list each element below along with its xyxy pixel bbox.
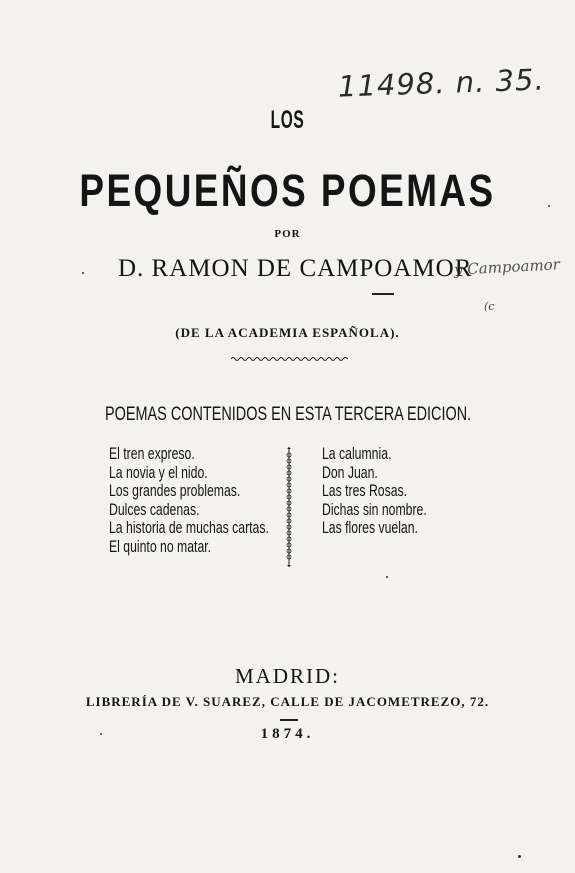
poem-list-left — [109, 445, 331, 556]
imprint-publisher: LIBRERÍA DE V. SUAREZ, CALLE DE JACOMETREZO, 72. — [85, 694, 490, 709]
imprint-year: 1874. — [260, 726, 315, 742]
author-underline — [372, 293, 394, 295]
ink-speck — [82, 272, 84, 274]
title-line-2: PEQUEÑOS POEMAS — [79, 165, 496, 216]
ink-speck — [548, 205, 550, 207]
list-item: El tren expreso. — [109, 444, 195, 463]
handwritten-note-2: (c — [484, 300, 495, 313]
wavy-ornament-rule — [231, 356, 348, 362]
list-item: Las tres Rosas. — [322, 481, 408, 500]
ink-speck — [518, 855, 521, 858]
handwritten-note: y Campoamor — [453, 255, 561, 279]
author-name: D. RAMON DE CAMPOAMOR — [118, 255, 473, 282]
list-item: Los grandes problemas. — [109, 481, 241, 500]
shelfmark-annotation: 11498. n. 35. — [337, 62, 546, 104]
list-item: La historia de muchas cartas. — [109, 518, 269, 537]
list-item: Dichas sin nombre. — [322, 499, 427, 519]
title-line-1: LOS — [270, 106, 305, 134]
ink-speck — [100, 733, 102, 735]
imprint-rule — [280, 719, 298, 721]
list-item: Las flores vuelan. — [322, 518, 418, 537]
poem-list-right — [322, 445, 468, 538]
imprint-place: MADRID: — [234, 664, 340, 688]
list-item: Dulces cadenas. — [109, 499, 200, 519]
academy-affiliation: (DE LA ACADEMIA ESPAÑOLA). — [175, 325, 400, 340]
list-item: El quinto no matar. — [109, 536, 212, 556]
list-item: La calumnia. — [322, 444, 392, 463]
contents-heading: POEMAS CONTENIDOS EN ESTA TERCERA EDICION. — [105, 404, 472, 425]
column-divider-ornament — [286, 447, 292, 567]
list-item: Don Juan. — [322, 462, 378, 482]
byline-label: POR — [274, 228, 301, 240]
ink-speck — [386, 576, 388, 578]
list-item: La novia y el nido. — [109, 462, 208, 482]
